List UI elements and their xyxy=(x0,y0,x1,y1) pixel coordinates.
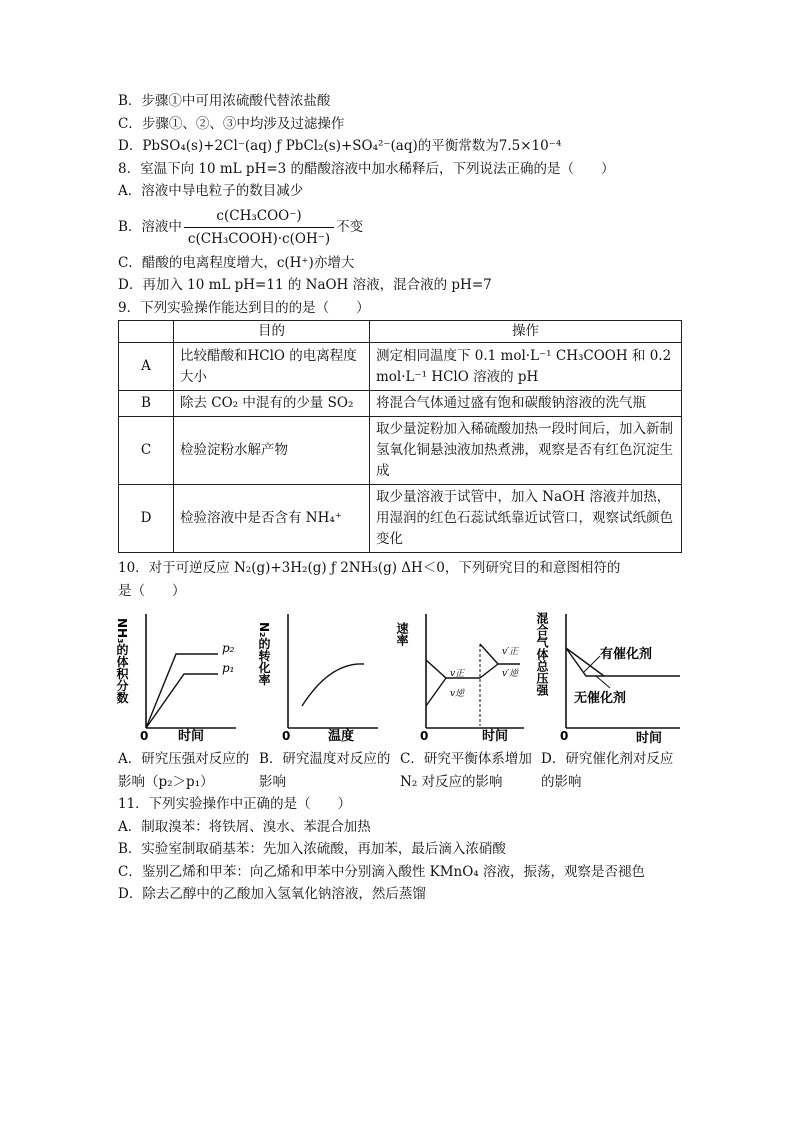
figure-d xyxy=(535,608,682,752)
row-label: B xyxy=(119,391,174,417)
figure-a-graph xyxy=(115,608,238,744)
catalyst-pointer xyxy=(584,656,600,672)
q8-fraction xyxy=(184,205,334,250)
figure-d-catalyst: 有催化剂 xyxy=(600,647,653,662)
q11-option-b: B．实验室制取硝基苯：先加入浓硫酸，再加苯，最后滴入浓硝酸 xyxy=(118,841,506,857)
q8-stem: 8．室温下向 10 mL pH=3 的醋酸溶液中加水稀释后，下列说法正确的是（ ） xyxy=(118,160,615,177)
table-header-row xyxy=(119,321,682,343)
figure-a-ylabel: NH₃的体积分数 xyxy=(115,618,129,704)
figure-b-origin: 0 xyxy=(282,729,291,743)
figure-a xyxy=(115,608,238,746)
no-catalyst-pointer xyxy=(596,676,610,688)
row-label: D xyxy=(119,485,174,553)
figure-d-origin: 0 xyxy=(560,729,569,743)
figure-d-xlabel: 时间 xyxy=(636,731,663,746)
q7-option-c: C．步骤①、②、③中均涉及过滤操作 xyxy=(118,115,345,132)
q10-options xyxy=(118,748,682,793)
q8-fraction-numerator: c(CH₃COO⁻) xyxy=(184,205,334,228)
q10-stem-line2: 是（ ） xyxy=(118,582,186,599)
table-header-operation: 操作 xyxy=(370,321,682,343)
figure-d-ylabel: 混合气体总压强 xyxy=(535,612,549,696)
q10-option-d: D．研究催化剂对反应的影响 xyxy=(541,751,674,790)
conversion-curve xyxy=(302,664,364,706)
row-operation: 测定相同温度下 0.1 mol·L⁻¹ CH₃COOH 和 0.2 mol·L⁻¹ HClO 溶液的 pH xyxy=(370,343,682,391)
q8-option-d: D．再加入 10 mL pH=11 的 NaOH 溶液，混合液的 pH=7 xyxy=(118,277,492,293)
q11-stem: 11．下列实验操作中正确的是（ ） xyxy=(118,796,352,812)
figure-a-origin: 0 xyxy=(140,729,149,743)
v2-reverse-curve xyxy=(480,664,498,678)
row-operation: 取少量溶液于试管中，加入 NaOH 溶液并加热，用湿润的红色石蕊试纸靠近试管口，观察试纸颜色变化 xyxy=(370,485,682,553)
figure-a-xlabel: 时间 xyxy=(178,729,205,744)
table-header-purpose: 目的 xyxy=(174,321,370,343)
figure-c-origin: 0 xyxy=(420,729,429,743)
table-row xyxy=(119,391,682,417)
row-label: C xyxy=(119,417,174,485)
table-header-blank xyxy=(119,321,174,343)
figure-c-graph xyxy=(395,608,530,744)
q7-option-b: B．步骤①中可用浓硫酸代替浓盐酸 xyxy=(118,93,331,109)
figure-a-p2: p₂ xyxy=(222,641,235,655)
q8-option-b xyxy=(118,205,682,250)
q8-fraction-denominator: c(CH₃COOH)·c(OH⁻) xyxy=(187,230,331,247)
figure-c-vrev: v逆 xyxy=(450,689,465,699)
figure-c-vfwd: v正 xyxy=(450,669,465,679)
figure-d-graph xyxy=(535,608,682,746)
row-operation: 将混合气体通过盛有饱和碳酸钠溶液的洗气瓶 xyxy=(370,391,682,417)
row-purpose: 除去 CO₂ 中混有的少量 SO₂ xyxy=(174,391,370,417)
q10-option-c: C．研究平衡体系增加 N₂ 对反应的影响 xyxy=(400,751,532,790)
q11-option-d: D．除去乙醇中的乙酸加入氢氧化钠溶液，然后蒸馏 xyxy=(118,886,426,902)
q8-option-b-label: B．溶液中 xyxy=(118,218,182,235)
q8-option-a: A．溶液中导电粒子的数目减少 xyxy=(118,183,304,199)
figure-d-no-catalyst: 无催化剂 xyxy=(574,691,627,706)
figure-b xyxy=(257,608,380,746)
table-row xyxy=(119,343,682,391)
q9-stem: 9．下列实验操作能达到目的的是（ ） xyxy=(118,299,370,316)
table-row xyxy=(119,485,682,553)
figure-c-ylabel: 速率 xyxy=(395,622,409,646)
q11-option-c: C．鉴别乙烯和甲苯：向乙烯和甲苯中分别滴入酸性 KMnO₄ 溶液，振荡，观察是否褪色 xyxy=(118,863,645,880)
row-label: A xyxy=(119,343,174,391)
q11-option-a: A．制取溴苯：将铁屑、溴水、苯混合加热 xyxy=(118,818,371,835)
q10-option-a: A．研究压强对反应的影响（p₂＞p₁） xyxy=(118,751,250,790)
figure-c-v2rev: v′逆 xyxy=(502,669,519,679)
figure-c-v2fwd: v′正 xyxy=(502,647,519,657)
row-purpose: 检验淀粉水解产物 xyxy=(174,417,370,485)
no-catalyst-curve xyxy=(566,648,604,676)
figure-b-xlabel: 温度 xyxy=(328,729,355,744)
q8-option-c: C．醋酸的电离程度增大，c(H⁺)亦增大 xyxy=(118,254,355,271)
figure-c xyxy=(395,608,530,746)
figure-c-xlabel: 时间 xyxy=(482,729,509,744)
exam-page xyxy=(115,90,682,906)
q9-table xyxy=(118,320,682,553)
q7-option-d xyxy=(118,135,682,158)
q10-stem-line1: 10．对于可逆反应 N₂(g)+3H₂(g) ƒ 2NH₃(g) ΔH＜0，下列研究目的和意图相符的 xyxy=(118,560,621,576)
q7-option-d-text: 的平衡常数为7.5×10⁻⁴ xyxy=(417,138,562,154)
figure-b-graph xyxy=(257,608,380,744)
row-purpose: 检验溶液中是否含有 NH₄⁺ xyxy=(174,485,370,553)
figure-a-p1: p₁ xyxy=(222,661,235,675)
v-reverse-curve xyxy=(426,678,446,706)
q8-option-b-tail: 不变 xyxy=(336,218,364,235)
row-purpose: 比较醋酸和HClO 的电离程度大小 xyxy=(174,343,370,391)
figure-b-ylabel: N₂的转化率 xyxy=(257,622,271,686)
row-operation: 取少量淀粉加入稀硫酸加热一段时间后，加入新制氢氧化铜悬浊液加热煮沸，观察是否有红色沉淀生成 xyxy=(370,417,682,485)
q10-figures xyxy=(115,608,682,746)
q7-option-d-equation: PbSO₄(s)+2Cl⁻(aq) ƒ PbCl₂(s)+SO₄²⁻(aq) xyxy=(142,138,418,154)
q7-option-d-label: D． xyxy=(118,138,143,154)
p2-curve xyxy=(146,654,218,728)
q10-option-b: B．研究温度对反应的影响 xyxy=(259,751,391,790)
table-row xyxy=(119,417,682,485)
